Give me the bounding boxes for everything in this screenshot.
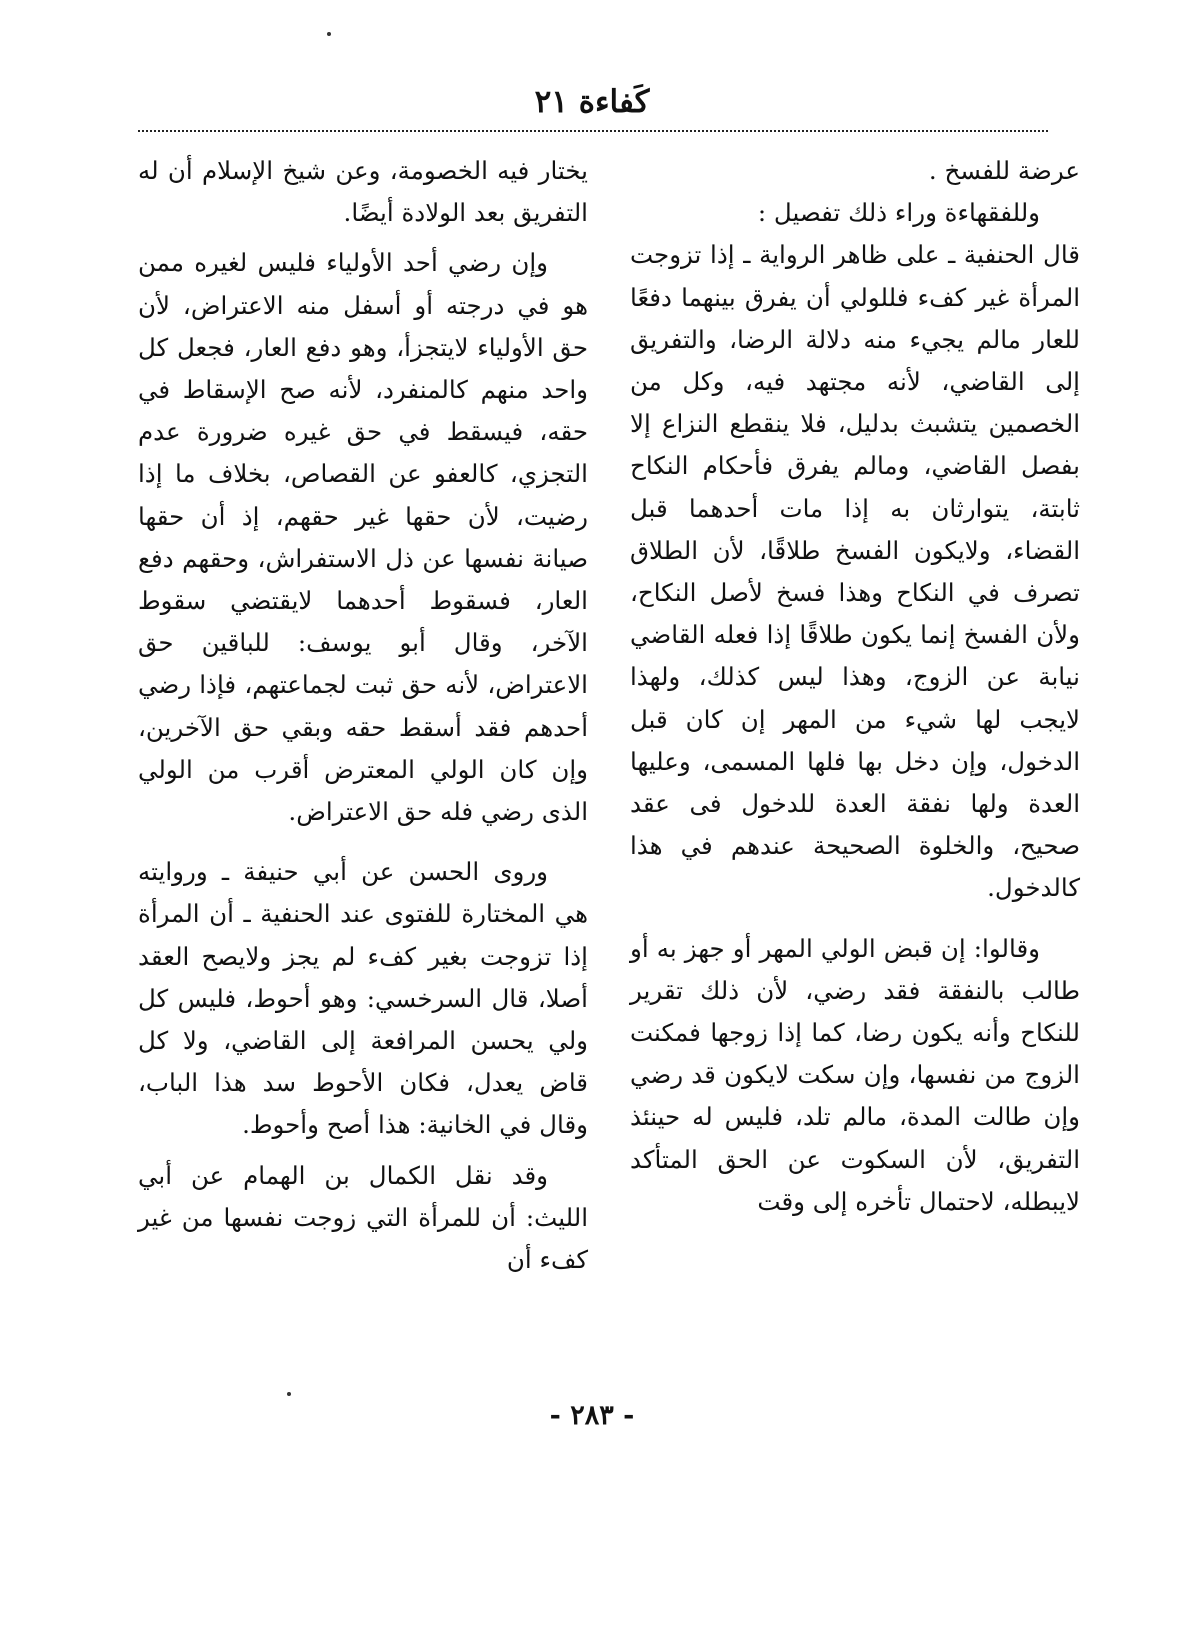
paragraph: وللفقهاءة وراء ذلك تفصيل : xyxy=(757,198,1040,228)
scan-speck xyxy=(287,1392,291,1396)
paragraph: وقد نقل الكمال بن الهمام عن أبي الليث: أن للمرأة التي زوجت نفسها من غير كفء أن xyxy=(138,1160,588,1275)
paragraph: وإن رضي أحد الأولياء فليس لغيره ممن هو في درجته أو أسفل منه الاعتراض، لأن حق الأولياء لايتجزأ، وهو دفع العار، فجعل كل واحد منهم كالمنفرد، لأنه صح الإسقاط في حقه، فيسقط في حق غيره ضرورة عدم التجزي، كالعفو عن القصاص، بخلاف ما إذا رضيت، لأن حقها غير حقهم، إذ أن حقها صيانة نفسها عن ذل الاستفراش، وحقهم دفع العار، فسقوط أحدهما لايقتضي سقوط الآخر، وقال أبو يوسف: للباقين حق الاعتراض، لأنه حق ثبت لجماعتهم، فإذا رضي أحدهم فقد أسقط حقه وبقي حق الآخرين، وإن كان الولي المعترض أقرب من الولي الذى رضي فله حق الاعتراض. xyxy=(138,248,588,827)
paragraph: وقالوا: إن قبض الولي المهر أو جهز به أو طالب بالنفقة فقد رضي، لأن ذلك تقرير للنكاح وأنه يكون رضا، كما إذا زوجها فمكنت الزوج من نفسها، وإن سكت لايكون قد رضي وإن طالت المدة، مالم تلد، فليس له حينئذ التفريق، لأن السكوت عن الحق المتأكد لايبطله، لاحتمال تأخره إلى وقت xyxy=(630,933,1080,1216)
right-column xyxy=(630,150,1080,1223)
paragraph: عرضة للفسخ . xyxy=(928,156,1080,185)
left-column xyxy=(138,150,588,1281)
paragraph: يختار فيه الخصومة، وعن شيخ الإسلام أن له التفريق بعد الولادة أيضًا. xyxy=(138,156,588,228)
scan-speck xyxy=(327,32,331,36)
paragraph: قال الحنفية ـ على ظاهر الرواية ـ إذا تزوجت المرأة غير كفء فللولي أن يفرق بينهما دفعًا للعار مالم يجيء منه دلالة الرضا، والتفريق إلى القاضي، لأنه مجتهد فيه، وكل من الخصمين يتشبث بدليل، فلا ينقطع النزاع إلا بفصل القاضي، ومالم يفرق فأحكام النكاح ثابتة، يتوارثان به إذا مات أحدهما قبل القضاء، ولايكون الفسخ طلاقًا، لأن الطلاق تصرف في النكاح وهذا فسخ لأصل النكاح، ولأن الفسخ إنما يكون طلاقًا إذا فعله القاضي نيابة عن الزوج، وهذا ليس كذلك، ولهذا لايجب لها شيء من المهر إن كان قبل الدخول، وإن دخل بها فلها المسمى، وعليها العدة ولها نفقة العدة للدخول فى عقد صحيح، والخلوة الصحيحة عندهم في هذا كالدخول. xyxy=(630,240,1080,903)
paragraph: وروى الحسن عن أبي حنيفة ـ وروايته هي المختارة للفتوى عند الحنفية ـ أن المرأة إذا تزوجت بغير كفء لم يجز ولايصح العقد أصلا، قال السرخسي: وهو أحوط، فليس كل ولي يحسن المرافعة إلى القاضي، ولا كل قاض يعدل، فكان الأحوط سد هذا الباب، وقال في الخانية: هذا أصح وأحوط. xyxy=(138,857,588,1140)
page-number: - ٢٨٣ - xyxy=(549,1400,635,1431)
running-header: كَفاءة ٢١ xyxy=(534,84,650,120)
header-dotted-rule xyxy=(138,130,1048,132)
